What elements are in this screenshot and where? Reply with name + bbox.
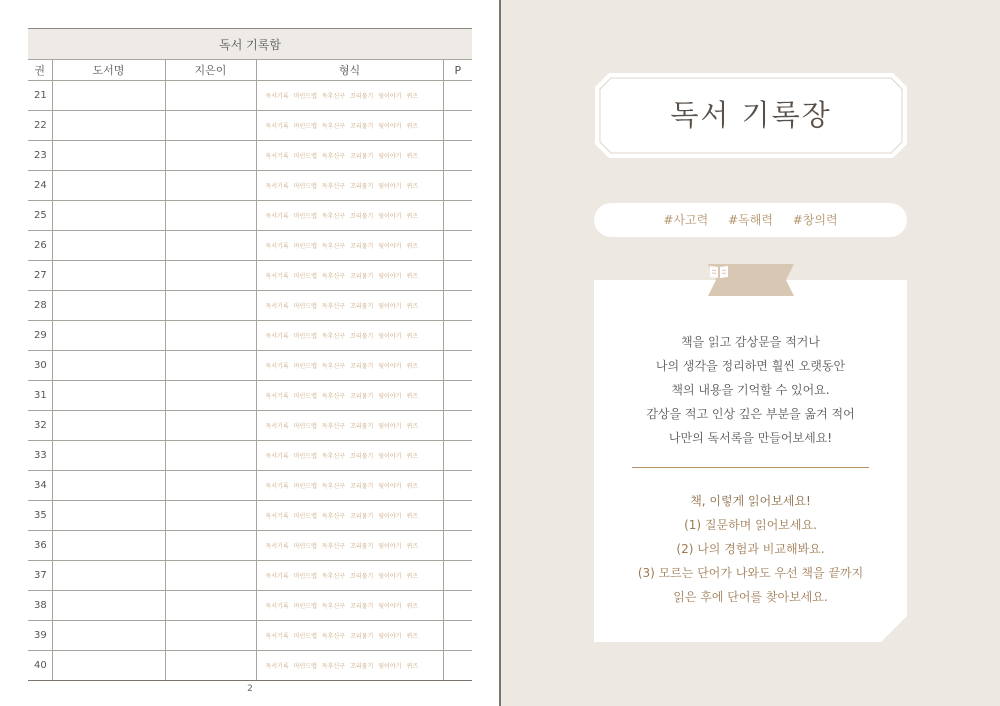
format-option[interactable]: 독후신구 <box>321 543 346 550</box>
table-row <box>28 231 472 261</box>
page-cell[interactable] <box>443 621 472 651</box>
format-option[interactable]: 퀴즈 <box>406 93 419 100</box>
format-option[interactable]: 독서기록 <box>265 303 289 310</box>
author-cell[interactable] <box>165 351 256 381</box>
table-row <box>28 171 472 201</box>
author-cell[interactable] <box>165 201 256 231</box>
format-option[interactable]: 독서기록 <box>265 243 289 250</box>
table-row <box>28 471 472 501</box>
volume-number: 31 <box>28 381 52 411</box>
format-cell <box>256 591 443 621</box>
format-option[interactable]: 마인드맵 <box>293 483 317 490</box>
format-option[interactable]: 마인드맵 <box>293 423 317 430</box>
format-option[interactable]: 퀴즈 <box>406 303 419 310</box>
title-cell[interactable] <box>52 291 165 321</box>
format-option[interactable]: 퀴즈 <box>406 483 419 490</box>
format-cell <box>256 81 443 111</box>
format-cell <box>256 231 443 261</box>
format-option[interactable]: 퀴즈 <box>406 453 419 460</box>
format-option[interactable]: 마인드맵 <box>293 273 317 280</box>
format-cell <box>256 321 443 351</box>
format-option[interactable]: 독서기록 <box>265 543 289 550</box>
format-option[interactable]: 퀴즈 <box>406 153 419 160</box>
format-option[interactable]: 뒷이야기 <box>378 573 402 580</box>
tag-item: #창의력 <box>792 213 838 227</box>
page-cell[interactable] <box>443 231 472 261</box>
page-cell[interactable] <box>443 291 472 321</box>
format-option[interactable]: 뒷이야기 <box>378 423 402 430</box>
title-cell[interactable] <box>52 141 165 171</box>
format-option[interactable]: 마인드맵 <box>293 363 317 370</box>
table-row <box>28 411 472 441</box>
table-row <box>28 201 472 231</box>
format-option[interactable]: 마인드맵 <box>293 453 317 460</box>
column-header: 지은이 <box>165 60 256 81</box>
format-option[interactable]: 독서기록 <box>265 123 289 130</box>
tip-line: 읽은 후에 단어를 찾아보세요. <box>673 590 828 604</box>
volume-number: 28 <box>28 291 52 321</box>
format-option[interactable]: 뒷이야기 <box>378 363 402 370</box>
volume-number: 36 <box>28 531 52 561</box>
format-option[interactable]: 독후신구 <box>321 153 346 160</box>
author-cell[interactable] <box>165 591 256 621</box>
table-row <box>28 561 472 591</box>
format-option[interactable]: 마인드맵 <box>293 393 317 400</box>
author-cell[interactable] <box>165 651 256 681</box>
guide-panel <box>594 280 907 642</box>
volume-number: 40 <box>28 651 52 681</box>
format-option[interactable]: 꼬리물기 <box>350 333 374 340</box>
format-option[interactable]: 꼬리물기 <box>350 153 374 160</box>
tip-line: (1) 질문하며 읽어보세요. <box>684 518 817 532</box>
format-option[interactable]: 꼬리물기 <box>350 453 374 460</box>
format-option[interactable]: 뒷이야기 <box>378 153 402 160</box>
format-option[interactable]: 뒷이야기 <box>378 243 402 250</box>
author-cell[interactable] <box>165 411 256 441</box>
format-option[interactable]: 뒷이야기 <box>378 93 402 100</box>
page-cell[interactable] <box>443 111 472 141</box>
page-cell[interactable] <box>443 411 472 441</box>
title-cell[interactable] <box>52 261 165 291</box>
format-option[interactable]: 독후신구 <box>321 453 346 460</box>
format-option[interactable]: 독후신구 <box>321 183 346 190</box>
format-option[interactable]: 꼬리물기 <box>350 633 374 640</box>
format-option[interactable]: 뒷이야기 <box>378 483 402 490</box>
format-option[interactable]: 퀴즈 <box>406 663 419 670</box>
format-option[interactable]: 퀴즈 <box>406 333 419 340</box>
format-option[interactable]: 독서기록 <box>265 603 289 610</box>
volume-number: 32 <box>28 411 52 441</box>
intro-text <box>594 330 907 450</box>
page-cell[interactable] <box>443 651 472 681</box>
format-option[interactable]: 뒷이야기 <box>378 273 402 280</box>
format-option[interactable]: 퀴즈 <box>406 603 419 610</box>
divider <box>632 467 869 468</box>
format-option[interactable]: 독후신구 <box>321 663 346 670</box>
format-option[interactable]: 뒷이야기 <box>378 183 402 190</box>
volume-number: 27 <box>28 261 52 291</box>
format-option[interactable]: 퀴즈 <box>406 243 419 250</box>
author-cell[interactable] <box>165 141 256 171</box>
format-option[interactable]: 독후신구 <box>321 213 346 220</box>
title-cell[interactable] <box>52 591 165 621</box>
format-option[interactable]: 퀴즈 <box>406 273 419 280</box>
format-cell <box>256 381 443 411</box>
reading-tips <box>594 489 907 609</box>
format-option[interactable]: 꼬리물기 <box>350 243 374 250</box>
author-cell[interactable] <box>165 471 256 501</box>
volume-number: 22 <box>28 111 52 141</box>
page-cell[interactable] <box>443 531 472 561</box>
author-cell[interactable] <box>165 171 256 201</box>
page-cell[interactable] <box>443 81 472 111</box>
tip-line: (2) 나의 경험과 비교해봐요. <box>676 542 825 556</box>
format-option[interactable]: 뒷이야기 <box>378 543 402 550</box>
format-option[interactable]: 뒷이야기 <box>378 633 402 640</box>
format-option[interactable]: 뒷이야기 <box>378 213 402 220</box>
author-cell[interactable] <box>165 81 256 111</box>
title-cell[interactable] <box>52 621 165 651</box>
intro-line: 감상을 적고 인상 깊은 부분을 옮겨 적어 <box>646 407 855 421</box>
table-row <box>28 141 472 171</box>
format-cell <box>256 201 443 231</box>
page-cell[interactable] <box>443 381 472 411</box>
table-row <box>28 621 472 651</box>
ribbon-banner <box>708 264 794 296</box>
tag-item: #독해력 <box>728 213 773 227</box>
format-option[interactable]: 독서기록 <box>265 513 289 520</box>
format-option[interactable]: 마인드맵 <box>293 573 317 580</box>
format-option[interactable]: 퀴즈 <box>406 543 419 550</box>
format-option[interactable]: 독후신구 <box>321 483 346 490</box>
volume-number: 26 <box>28 231 52 261</box>
title-cell[interactable] <box>52 531 165 561</box>
format-option[interactable]: 독후신구 <box>321 243 346 250</box>
format-option[interactable]: 마인드맵 <box>293 303 317 310</box>
volume-number: 38 <box>28 591 52 621</box>
title-cell[interactable] <box>52 171 165 201</box>
page-cell[interactable] <box>443 201 472 231</box>
format-cell <box>256 621 443 651</box>
intro-line: 책을 읽고 감상문을 적거나 <box>681 335 820 349</box>
format-cell <box>256 351 443 381</box>
format-option[interactable]: 독후신구 <box>321 303 346 310</box>
page-cell[interactable] <box>443 561 472 591</box>
volume-number: 23 <box>28 141 52 171</box>
table-row <box>28 261 472 291</box>
intro-line: 나만의 독서록을 만들어보세요! <box>668 431 833 445</box>
author-cell[interactable] <box>165 321 256 351</box>
format-option[interactable]: 퀴즈 <box>406 183 419 190</box>
title-cell[interactable] <box>52 231 165 261</box>
format-option[interactable]: 꼬리물기 <box>350 273 374 280</box>
format-option[interactable]: 독후신구 <box>321 93 346 100</box>
table-row <box>28 651 472 681</box>
page-cell[interactable] <box>443 351 472 381</box>
format-option[interactable]: 꼬리물기 <box>350 393 374 400</box>
format-option[interactable]: 꼬리물기 <box>350 573 374 580</box>
format-cell <box>256 111 443 141</box>
column-header: 도서명 <box>52 60 165 81</box>
format-option[interactable]: 퀴즈 <box>406 393 419 400</box>
column-header: 형식 <box>256 60 443 81</box>
format-option[interactable]: 독서기록 <box>265 153 289 160</box>
format-cell <box>256 291 443 321</box>
format-cell <box>256 561 443 591</box>
title-cell[interactable] <box>52 411 165 441</box>
title-cell[interactable] <box>52 381 165 411</box>
author-cell[interactable] <box>165 261 256 291</box>
format-option[interactable]: 독후신구 <box>321 513 346 520</box>
page-cell[interactable] <box>443 501 472 531</box>
open-book-icon <box>708 264 730 280</box>
format-option[interactable]: 꼬리물기 <box>350 213 374 220</box>
page-title: 독서 기록장 <box>670 98 832 132</box>
format-cell <box>256 531 443 561</box>
format-option[interactable]: 독후신구 <box>321 603 346 610</box>
format-option[interactable]: 꼬리물기 <box>350 483 374 490</box>
title-cell[interactable] <box>52 501 165 531</box>
table-row <box>28 81 472 111</box>
format-cell <box>256 141 443 171</box>
format-option[interactable]: 꼬리물기 <box>350 123 374 130</box>
format-option[interactable]: 독후신구 <box>321 573 346 580</box>
page-number: 2 <box>247 684 253 694</box>
format-option[interactable]: 독서기록 <box>265 483 289 490</box>
column-header: P <box>443 60 472 81</box>
title-cell[interactable] <box>52 471 165 501</box>
author-cell[interactable] <box>165 231 256 261</box>
format-option[interactable]: 뒷이야기 <box>378 123 402 130</box>
format-option[interactable]: 마인드맵 <box>293 543 317 550</box>
page-cell[interactable] <box>443 171 472 201</box>
table-row <box>28 291 472 321</box>
format-option[interactable]: 마인드맵 <box>293 93 317 100</box>
author-cell[interactable] <box>165 501 256 531</box>
format-option[interactable]: 꼬리물기 <box>350 93 374 100</box>
format-option[interactable]: 독서기록 <box>265 453 289 460</box>
page-cell[interactable] <box>443 141 472 171</box>
format-option[interactable]: 마인드맵 <box>293 183 317 190</box>
format-option[interactable]: 퀴즈 <box>406 363 419 370</box>
tag-item: #사고력 <box>663 213 709 227</box>
author-cell[interactable] <box>165 111 256 141</box>
table-row <box>28 111 472 141</box>
author-cell[interactable] <box>165 561 256 591</box>
format-option[interactable]: 퀴즈 <box>406 513 419 520</box>
author-cell[interactable] <box>165 531 256 561</box>
format-option[interactable]: 꼬리물기 <box>350 423 374 430</box>
format-option[interactable]: 독서기록 <box>265 663 289 670</box>
format-option[interactable]: 꼬리물기 <box>350 603 374 610</box>
format-option[interactable]: 마인드맵 <box>293 243 317 250</box>
format-option[interactable]: 퀴즈 <box>406 213 419 220</box>
volume-number: 21 <box>28 81 52 111</box>
format-cell <box>256 411 443 441</box>
table-row <box>28 441 472 471</box>
format-option[interactable]: 독서기록 <box>265 273 289 280</box>
volume-number: 35 <box>28 501 52 531</box>
format-option[interactable]: 독후신구 <box>321 333 346 340</box>
format-option[interactable]: 꼬리물기 <box>350 303 374 310</box>
format-cell <box>256 651 443 681</box>
volume-number: 25 <box>28 201 52 231</box>
title-cell[interactable] <box>52 441 165 471</box>
title-cell[interactable] <box>52 651 165 681</box>
table-row <box>28 351 472 381</box>
title-card <box>595 73 907 158</box>
format-option[interactable]: 독후신구 <box>321 633 346 640</box>
format-option[interactable]: 뒷이야기 <box>378 303 402 310</box>
format-option[interactable]: 퀴즈 <box>406 573 419 580</box>
table-row <box>28 591 472 621</box>
volume-number: 39 <box>28 621 52 651</box>
format-option[interactable]: 마인드맵 <box>293 513 317 520</box>
format-option[interactable]: 마인드맵 <box>293 603 317 610</box>
title-cell[interactable] <box>52 321 165 351</box>
volume-number: 29 <box>28 321 52 351</box>
title-cell[interactable] <box>52 111 165 141</box>
column-header: 권 <box>28 60 52 81</box>
author-cell[interactable] <box>165 621 256 651</box>
author-cell[interactable] <box>165 381 256 411</box>
format-cell <box>256 471 443 501</box>
format-option[interactable]: 독후신구 <box>321 363 346 370</box>
format-option[interactable]: 꼬리물기 <box>350 663 374 670</box>
format-option[interactable]: 퀴즈 <box>406 633 419 640</box>
volume-number: 37 <box>28 561 52 591</box>
page-cell[interactable] <box>443 441 472 471</box>
format-option[interactable]: 마인드맵 <box>293 663 317 670</box>
format-option[interactable]: 뒷이야기 <box>378 393 402 400</box>
title-cell[interactable] <box>52 351 165 381</box>
table-row <box>28 501 472 531</box>
page-cell[interactable] <box>443 261 472 291</box>
format-option[interactable]: 꼬리물기 <box>350 363 374 370</box>
skill-tags <box>594 203 907 237</box>
reading-log-table <box>28 28 472 681</box>
title-cell[interactable] <box>52 81 165 111</box>
format-option[interactable]: 꼬리물기 <box>350 183 374 190</box>
format-option[interactable]: 마인드맵 <box>293 153 317 160</box>
format-option[interactable]: 퀴즈 <box>406 423 419 430</box>
intro-line: 책의 내용을 기억할 수 있어요. <box>671 383 830 397</box>
table-row <box>28 381 472 411</box>
page-cell[interactable] <box>443 321 472 351</box>
format-option[interactable]: 마인드맵 <box>293 633 317 640</box>
format-option[interactable]: 마인드맵 <box>293 333 317 340</box>
title-cell[interactable] <box>52 561 165 591</box>
title-cell[interactable] <box>52 201 165 231</box>
format-option[interactable]: 독후신구 <box>321 423 346 430</box>
volume-number: 30 <box>28 351 52 381</box>
format-option[interactable]: 독서기록 <box>265 633 289 640</box>
format-option[interactable]: 꼬리물기 <box>350 543 374 550</box>
format-cell <box>256 171 443 201</box>
author-cell[interactable] <box>165 441 256 471</box>
format-option[interactable]: 마인드맵 <box>293 123 317 130</box>
format-cell <box>256 441 443 471</box>
format-option[interactable]: 독서기록 <box>265 573 289 580</box>
format-option[interactable]: 독서기록 <box>265 183 289 190</box>
format-option[interactable]: 독서기록 <box>265 333 289 340</box>
format-option[interactable]: 독서기록 <box>265 423 289 430</box>
format-option[interactable]: 독서기록 <box>265 213 289 220</box>
table-row <box>28 531 472 561</box>
table-title: 독서 기록함 <box>28 29 472 60</box>
format-option[interactable]: 독후신구 <box>321 273 346 280</box>
table-header-row <box>28 60 472 81</box>
page-cell[interactable] <box>443 591 472 621</box>
tip-line: (3) 모르는 단어가 나와도 우선 책을 끝까지 <box>637 566 864 580</box>
format-option[interactable]: 마인드맵 <box>293 213 317 220</box>
format-option[interactable]: 뒷이야기 <box>378 453 402 460</box>
format-option[interactable]: 뒷이야기 <box>378 333 402 340</box>
format-option[interactable]: 꼬리물기 <box>350 513 374 520</box>
tips-heading: 책, 이렇게 읽어보세요! <box>690 494 811 508</box>
table-row <box>28 321 472 351</box>
format-option[interactable]: 독후신구 <box>321 123 346 130</box>
format-option[interactable]: 독후신구 <box>321 393 346 400</box>
format-option[interactable]: 뒷이야기 <box>378 663 402 670</box>
format-cell <box>256 501 443 531</box>
format-option[interactable]: 독서기록 <box>265 393 289 400</box>
format-option[interactable]: 뒷이야기 <box>378 513 402 520</box>
format-cell <box>256 261 443 291</box>
volume-number: 33 <box>28 441 52 471</box>
volume-number: 34 <box>28 471 52 501</box>
intro-line: 나의 생각을 정리하면 훨씬 오랫동안 <box>655 359 846 373</box>
format-option[interactable]: 뒷이야기 <box>378 603 402 610</box>
format-option[interactable]: 독서기록 <box>265 363 289 370</box>
author-cell[interactable] <box>165 291 256 321</box>
volume-number: 24 <box>28 171 52 201</box>
page-cell[interactable] <box>443 471 472 501</box>
table-body <box>28 81 472 681</box>
format-option[interactable]: 독서기록 <box>265 93 289 100</box>
format-option[interactable]: 퀴즈 <box>406 123 419 130</box>
